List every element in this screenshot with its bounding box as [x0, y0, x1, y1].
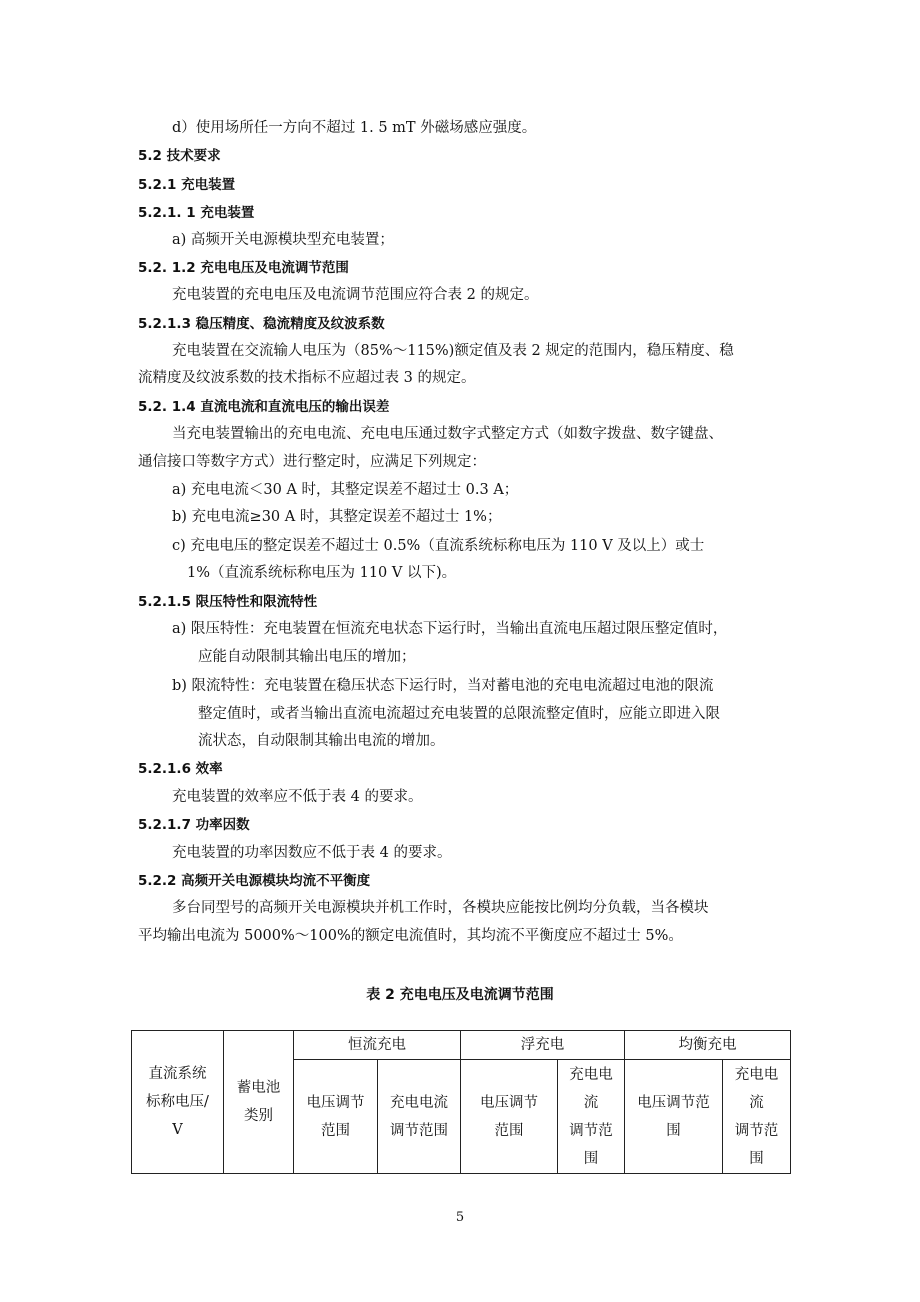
- heading-5-2-1-6: 5.2.1.6 效率: [138, 761, 223, 777]
- header-constant-current-charge: 恒流充电: [294, 1031, 461, 1060]
- heading-5-2-1-1: 5.2.1. 1 充电装置: [138, 205, 255, 221]
- heading-5-2-1-5: 5.2.1.5 限压特性和限流特性: [138, 594, 318, 610]
- para-b-current-limit-1: b) 限流特性：充电装置在稳压状态下运行时，当对蓄电池的充电电流超过电池的限流: [172, 678, 714, 694]
- header-float-current-range: 充电电 流 调节范 围: [558, 1060, 625, 1174]
- para-output-error-2: 通信接口等数字方式）进行整定时，应满足下列规定：: [138, 454, 486, 470]
- header-eq-voltage-range: 电压调节范 围: [625, 1060, 723, 1174]
- para-d-magnetic-field: d）使用场所任一方向不超过 1. 5 mT 外磁场感应强度。: [172, 120, 537, 136]
- heading-5-2-1: 5.2.1 充电装置: [138, 177, 236, 193]
- heading-5-2-2: 5.2.2 高频开关电源模块均流不平衡度: [138, 873, 371, 889]
- para-precision-1: 充电装置在交流输人电压为（85%～115%)额定值及表 2 规定的范围内，稳压精度、稳: [172, 343, 734, 359]
- page-number: 5: [455, 1210, 465, 1225]
- para-b-current-ge-30: b) 充电电流≥30 A 时，其整定误差不超过士 1%；: [172, 509, 502, 525]
- header-equalize-charge: 均衡充电: [625, 1031, 791, 1060]
- heading-5-2-1-2: 5.2. 1.2 充电电压及电流调节范围: [138, 260, 349, 276]
- para-a-module-type: a) 高频开关电源模块型充电装置；: [172, 232, 394, 248]
- para-efficiency: 充电装置的效率应不低于表 4 的要求。: [172, 789, 423, 805]
- table-2-caption: 表 2 充电电压及电流调节范围: [366, 987, 554, 1003]
- para-c-voltage-error-2: 1%（直流系统标称电压为 110 V 以下)。: [187, 565, 457, 581]
- table-2-charging-ranges: [131, 1030, 791, 1174]
- para-range-rule: 充电装置的充电电压及电流调节范围应符合表 2 的规定。: [172, 287, 539, 303]
- header-cc-voltage-range: 电压调节 范围: [294, 1060, 378, 1174]
- header-float-voltage-range: 电压调节 范围: [461, 1060, 558, 1174]
- para-c-voltage-error-1: c) 充电电压的整定误差不超过士 0.5%（直流系统标称电压为 110 V 及以上）或士: [172, 538, 705, 554]
- heading-5-2-1-3: 5.2.1.3 稳压精度、稳流精度及纹波系数: [138, 316, 385, 332]
- para-current-sharing-1: 多台同型号的高频开关电源模块并机工作时，各模块应能按比例均分负载，当各模块: [172, 900, 709, 916]
- para-a-voltage-limit-2: 应能自动限制其输出电压的增加；: [198, 649, 416, 665]
- para-b-current-limit-3: 流状态，自动限制其输出电流的增加。: [198, 733, 445, 749]
- header-eq-current-range: 充电电 流 调节范 围: [723, 1060, 791, 1174]
- header-nominal-voltage: 直流系统 标称电压/ V: [132, 1031, 224, 1174]
- heading-5-2-1-7: 5.2.1.7 功率因数: [138, 817, 250, 833]
- para-power-factor: 充电装置的功率因数应不低于表 4 的要求。: [172, 845, 452, 861]
- para-precision-2: 流精度及纹波系数的技术指标不应超过表 3 的规定。: [138, 370, 476, 386]
- heading-5-2: 5.2 技术要求: [138, 148, 221, 164]
- para-a-current-lt-30: a) 充电电流＜30 A 时，其整定误差不超过士 0.3 A；: [172, 482, 519, 498]
- para-output-error-1: 当充电装置输出的充电电流、充电电压通过数字式整定方式（如数字拨盘、数字键盘、: [172, 426, 723, 442]
- para-a-voltage-limit-1: a) 限压特性：充电装置在恒流充电状态下运行时，当输出直流电压超过限压整定值时，: [172, 621, 728, 637]
- heading-5-2-1-4: 5.2. 1.4 直流电流和直流电压的输出误差: [138, 399, 390, 415]
- header-float-charge: 浮充电: [461, 1031, 625, 1060]
- para-current-sharing-2: 平均输出电流为 5000%～100%的额定电流值时，其均流不平衡度应不超过士 5%。: [138, 928, 683, 944]
- header-cc-current-range: 充电电流 调节范围: [378, 1060, 461, 1174]
- para-b-current-limit-2: 整定值时，或者当输出直流电流超过充电装置的总限流整定值时，应能立即进入限: [198, 706, 720, 722]
- header-battery-type: 蓄电池 类别: [224, 1031, 294, 1174]
